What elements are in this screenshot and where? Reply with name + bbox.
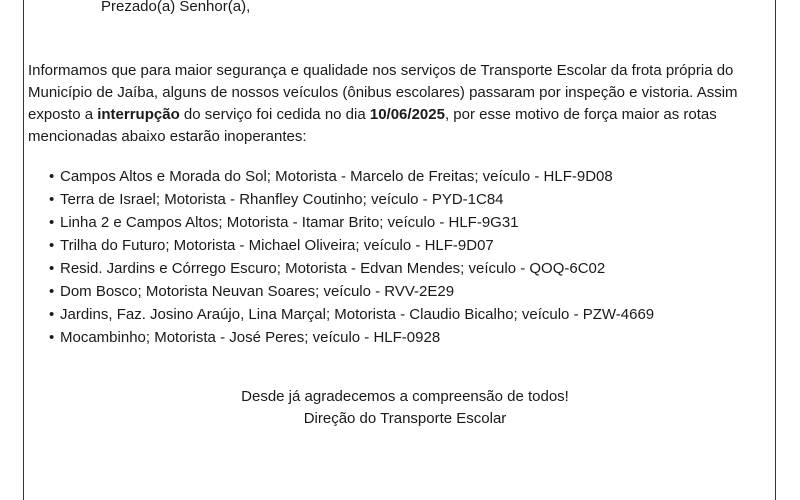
thanks-line: Desde já agradecemos a compreensão de todos! bbox=[241, 388, 569, 405]
list-item bbox=[49, 257, 654, 280]
route-text: Trilha do Futuro; Motorista - Michael Oliveira; veículo - HLF-9D07 bbox=[60, 237, 494, 254]
bullet-icon: • bbox=[49, 306, 55, 323]
bullet-icon: • bbox=[49, 260, 55, 277]
list-item bbox=[49, 211, 654, 234]
intro-text bbox=[28, 60, 773, 148]
closing-block bbox=[0, 386, 800, 430]
list-item bbox=[49, 165, 654, 188]
intro-part-2: do serviço foi cedida no dia bbox=[179, 106, 370, 123]
interruption-emphasis: interrupção bbox=[97, 106, 180, 123]
routes-list bbox=[49, 165, 654, 349]
list-item bbox=[49, 326, 654, 349]
route-text: Campos Altos e Morada do Sol; Motorista - Marcelo de Freitas; veículo - HLF-9D08 bbox=[60, 168, 613, 185]
interruption-date: 10/06/2025 bbox=[369, 106, 445, 123]
bullet-icon: • bbox=[49, 191, 55, 208]
bullet-icon: • bbox=[49, 214, 55, 231]
intro-part-3: , por esse motivo de força maior as rotas mencionadas abaixo estarão inoperantes: bbox=[28, 106, 717, 145]
route-text: Jardins, Faz. Josino Araújo, Lina Marçal; Motorista - Claudio Bicalho; veículo - PZW-4669 bbox=[60, 306, 655, 323]
list-item bbox=[49, 188, 654, 211]
signature-line: Direção do Transporte Escolar bbox=[303, 410, 507, 427]
intro-part-1: Informamos que para maior segurança e qualidade nos serviços de Transporte Escolar da frota própria do Município de Jaíba, alguns de nossos veículos (ônibus escolares) passaram por inspeção e vistoria. Assim exposto a bbox=[28, 62, 738, 123]
salutation: Prezado(a) Senhor(a), bbox=[101, 0, 251, 15]
list-item bbox=[49, 280, 654, 303]
route-text: Mocambinho; Motorista - José Peres; veículo - HLF-0928 bbox=[60, 329, 441, 346]
bullet-icon: • bbox=[49, 168, 55, 185]
bullet-icon: • bbox=[49, 283, 55, 300]
bullet-icon: • bbox=[49, 237, 55, 254]
bullet-icon: • bbox=[49, 329, 55, 346]
route-text: Linha 2 e Campos Altos; Motorista - Itamar Brito; veículo - HLF-9G31 bbox=[60, 214, 519, 231]
route-text: Dom Bosco; Motorista Neuvan Soares; veículo - RVV-2E29 bbox=[60, 283, 455, 300]
route-text: Resid. Jardins e Córrego Escuro; Motorista - Edvan Mendes; veículo - QOQ-6C02 bbox=[60, 260, 606, 277]
list-item bbox=[49, 234, 654, 257]
route-text: Terra de Israel; Motorista - Rhanfley Coutinho; veículo - PYD-1C84 bbox=[60, 191, 504, 208]
list-item bbox=[49, 303, 654, 326]
intro-paragraph bbox=[28, 60, 773, 148]
